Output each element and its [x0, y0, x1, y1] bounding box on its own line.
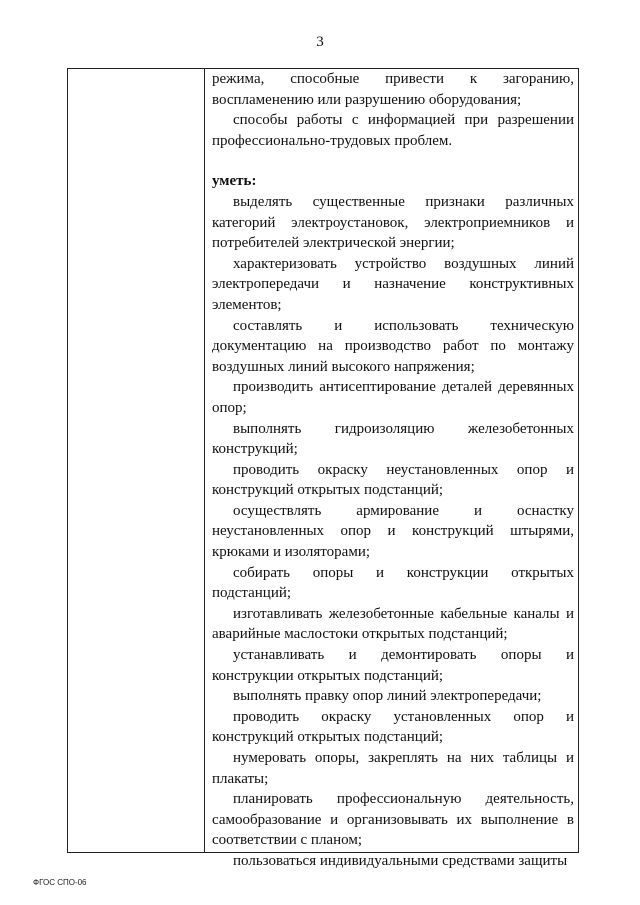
paragraph: способы работы с информацией при разрешении профессионально-трудовых проблем.	[212, 112, 574, 149]
paragraph: режима, способные привести к загоранию, воспламенению или разрушению оборудования;	[212, 71, 574, 108]
paragraph: нумеровать опоры, закреплять на них таблицы и плакаты;	[212, 750, 574, 787]
paragraph: устанавливать и демонтировать опоры и конструкции открытых подстанций;	[212, 647, 574, 684]
content-table	[67, 68, 579, 869]
paragraph: выделять существенные признаки различных категорий электроустановок, электроприемников и потребителей электрической энергии;	[212, 193, 574, 252]
paragraph: планировать профессиональную деятельность, самообразование и организовывать их выполнение в соответствии с планом;	[212, 791, 574, 849]
paragraph: пользоваться индивидуальными средствами защиты	[233, 852, 568, 869]
paragraph: проводить окраску установленных опор и конструкций открытых подстанций;	[212, 708, 574, 746]
paragraph: выполнять правку опор линий электропередачи;	[233, 688, 542, 705]
paragraph: характеризовать устройство воздушных линий электропередачи и назначение конструктивных элементов;	[212, 255, 574, 313]
paragraph: осуществлять армирование и оснастку неустановленных опор и конструкций штырями, крюками и изоляторами;	[212, 502, 574, 561]
paragraph: производить антисептирование деталей деревянных опор;	[212, 379, 574, 416]
footer-label: ФГОС СПО-06	[33, 878, 87, 887]
paragraph: выполнять гидроизоляцию железобетонных конструкций;	[212, 420, 574, 458]
section-heading: уметь:	[212, 173, 257, 190]
paragraph: изготавливать железобетонные кабельные каналы и аварийные маслостоки открытых подстанций;	[212, 605, 574, 643]
page-number: 3	[316, 34, 324, 50]
paragraph: проводить окраску неустановленных опор и конструкций открытых подстанций;	[212, 461, 574, 499]
table-left-column	[68, 69, 205, 852]
paragraph: составлять и использовать техническую документацию на производство работ по монтажу воздушных линий высокого напряжения;	[212, 317, 574, 375]
table-right-column	[205, 69, 578, 869]
paragraph: собирать опоры и конструкции открытых подстанций;	[212, 564, 574, 602]
